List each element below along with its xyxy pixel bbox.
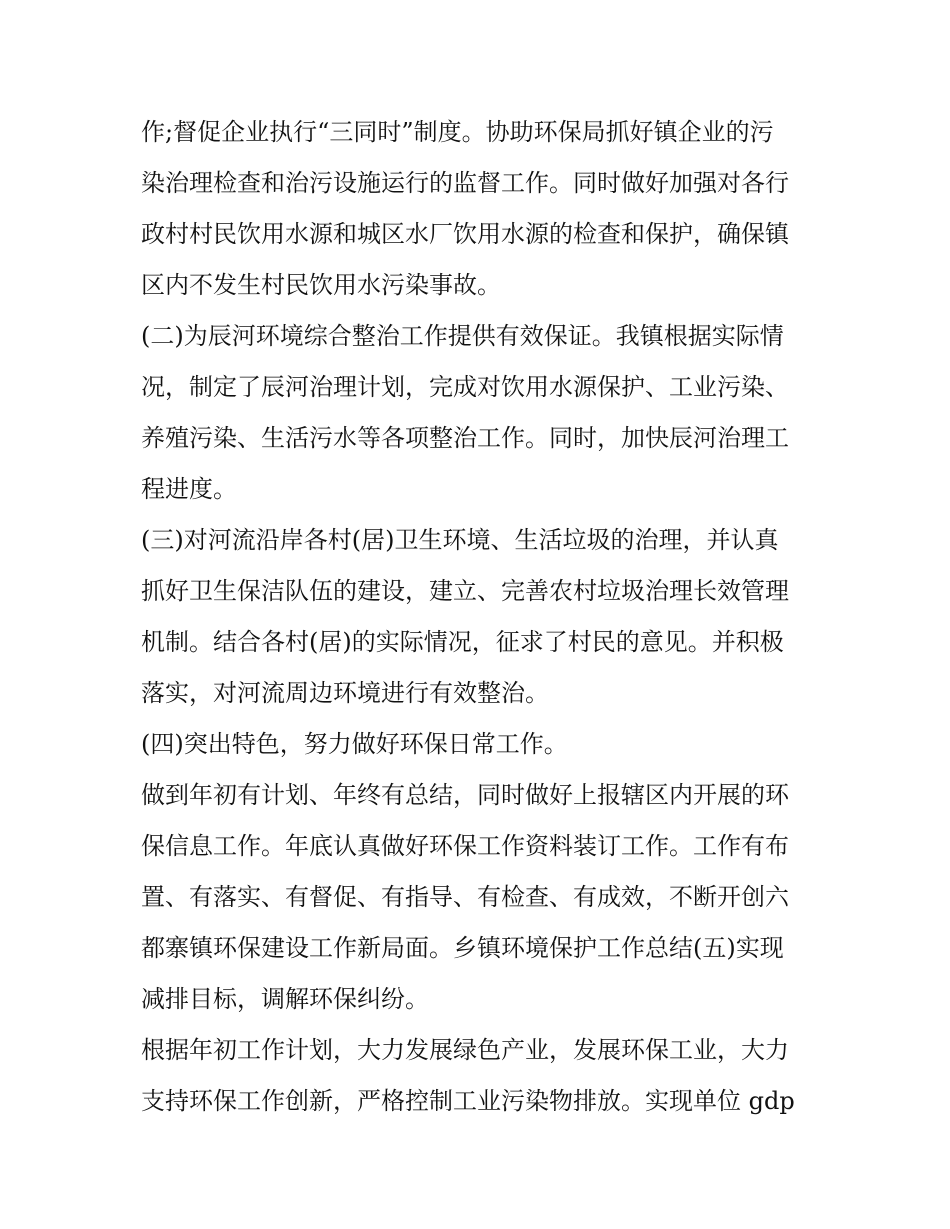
text-line-18: 减排目标，调解环保纠纷。 — [141, 985, 429, 1013]
text-line-14: 做到年初有计划、年终有总结，同时做好上报辖区内开展的环 — [141, 781, 789, 809]
text-line-12: 落实，对河流周边环境进行有效整治。 — [141, 679, 549, 707]
text-line-6: 况，制定了辰河治理计划，完成对饮用水源保护、工业污染、 — [141, 373, 789, 401]
text-line-16: 置、有落实、有督促、有指导、有检查、有成效，不断开创六 — [141, 883, 789, 911]
text-line-20: 支持环保工作创新，严格控制工业污染物排放。实现单位 gdp — [141, 1087, 795, 1115]
text-line-2: 染治理检查和治污设施运行的监督工作。同时做好加强对各行 — [141, 169, 789, 197]
text-line-13: (四)突出特色，努力做好环保日常工作。 — [141, 730, 568, 758]
text-line-11: 机制。结合各村(居)的实际情况，征求了村民的意见。并积极 — [141, 628, 784, 656]
text-line-3: 政村村民饮用水源和城区水厂饮用水源的检查和保护，确保镇 — [141, 220, 789, 248]
text-line-4: 区内不发生村民饮用水污染事故。 — [141, 271, 501, 299]
text-line-8: 程进度。 — [141, 475, 237, 503]
text-line-15: 保信息工作。年底认真做好环保工作资料装订工作。工作有布 — [141, 832, 789, 860]
document-body — [141, 107, 815, 1127]
text-line-10: 抓好卫生保洁队伍的建设，建立、完善农村垃圾治理长效管理 — [141, 577, 789, 605]
text-line-7: 养殖污染、生活污水等各项整治工作。同时，加快辰河治理工 — [141, 424, 789, 452]
text-line-17: 都寨镇环保建设工作新局面。乡镇环境保护工作总结(五)实现 — [141, 934, 784, 962]
text-line-19: 根据年初工作计划，大力发展绿色产业，发展环保工业，大力 — [141, 1036, 789, 1064]
text-line-1: 作;督促企业执行“三同时”制度。协助环保局抓好镇企业的污 — [141, 118, 774, 146]
text-line-9: (三)对河流沿岸各村(居)卫生环境、生活垃圾的治理，并认真 — [141, 526, 779, 554]
text-line-5: (二)为辰河环境综合整治工作提供有效保证。我镇根据实际情 — [141, 322, 784, 350]
